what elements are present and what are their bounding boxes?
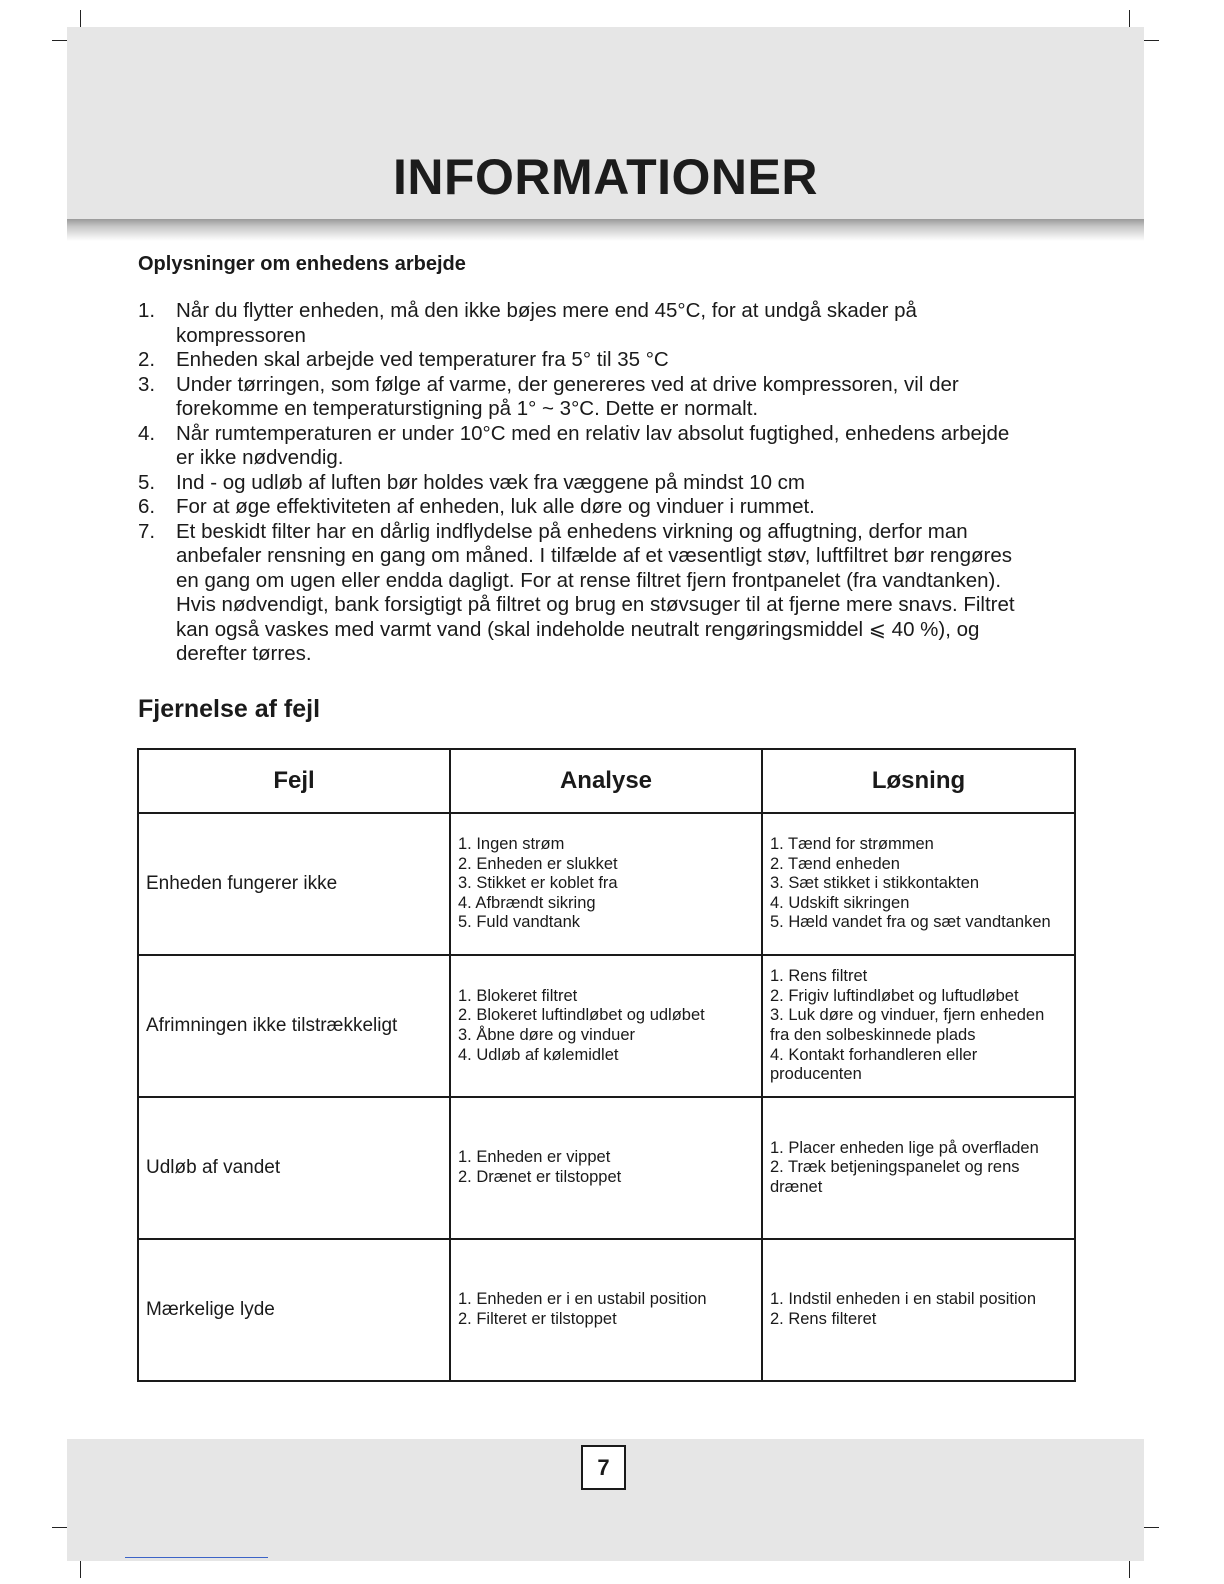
- analysis-line: 2. Filteret er tilstoppet: [458, 1310, 617, 1328]
- list-item-line: Når du flytter enheden, må den ikke bøjes mere end 45°C, for at undgå skader på: [176, 299, 917, 322]
- list-item-line: Enheden skal arbejde ved temperaturer fra 5° til 35 °C: [176, 348, 669, 371]
- analysis-line: 2. Drænet er tilstoppet: [458, 1168, 622, 1186]
- analysis-line: 5. Fuld vandtank: [458, 913, 580, 932]
- solution-line: 5. Hæld vandet fra og sæt vandtanken: [770, 913, 1051, 932]
- solution-line: 3. Luk døre og vinduer, fjern enheden: [770, 1006, 1045, 1025]
- list-item-number: 5.: [138, 470, 156, 494]
- crop-mark-bottom-right-v: [1129, 1561, 1130, 1578]
- solution-line: 4. Udskift sikringen: [770, 893, 910, 912]
- list-item-number: 3.: [138, 372, 156, 396]
- solution-line: fra den solbeskinnede plads: [770, 1026, 976, 1044]
- solution-cell: [762, 955, 1075, 1097]
- crop-mark-bottom-right-h: [1143, 1527, 1159, 1528]
- list-item-line: Hvis nødvendigt, bank forsigtigt på filtret og brug en støvsuger til at fjerne mere snavs. Filtret: [176, 593, 1015, 616]
- list-item: [138, 471, 1078, 496]
- list-item-number: 6.: [138, 495, 156, 518]
- analysis-cell: [450, 813, 762, 955]
- table-row: [138, 813, 1075, 955]
- solution-line: 2. Frigiv luftindløbet og luftudløbet: [770, 986, 1019, 1005]
- table-row: [138, 1239, 1075, 1381]
- column-header-fault: Fejl: [138, 749, 450, 813]
- table-row: [138, 1097, 1075, 1239]
- analysis-line: 4. Udløb af kølemidlet: [458, 1045, 619, 1064]
- solution-line: 1. Indstil enheden i en stabil position: [770, 1290, 1037, 1309]
- solution-line: 1. Rens filtret: [770, 967, 868, 986]
- analysis-line: 2. Enheden er slukket: [458, 854, 618, 873]
- solution-cell: [762, 813, 1075, 955]
- solution-line: drænet: [770, 1177, 823, 1196]
- solution-cell: [762, 1239, 1075, 1381]
- column-header-analysis: Analyse: [450, 749, 762, 813]
- solution-line: 3. Sæt stikket i stikkontakten: [770, 874, 980, 893]
- info-list: [138, 299, 1078, 667]
- fault-cell: Afrimningen ikke tilstrækkeligt: [138, 955, 450, 1097]
- fault-cell: Enheden fungerer ikke: [138, 813, 450, 955]
- solution-line: 2. Tænd enheden: [770, 854, 900, 873]
- list-item-line: Et beskidt filter har en dårlig indflydelse på enhedens virkning og affugtning, derfor man: [176, 519, 968, 543]
- analysis-cell: [450, 1097, 762, 1239]
- page-title: INFORMATIONER: [393, 149, 818, 205]
- page-number: 7: [581, 1445, 626, 1490]
- list-item-line: forekomme en temperaturstigning på 1° ~ 3°C. Dette er normalt.: [176, 397, 759, 420]
- list-item-line: For at øge effektiviteten af enheden, luk alle døre og vinduer i rummet.: [176, 495, 815, 518]
- list-item-number: 4.: [138, 421, 156, 445]
- analysis-line: 2. Blokeret luftindløbet og udløbet: [458, 1006, 705, 1025]
- table-row: [138, 955, 1075, 1097]
- section-heading-troubleshooting: Fjernelse af fejl: [138, 695, 321, 723]
- analysis-line: 1. Enheden er i en ustabil position: [458, 1290, 707, 1309]
- list-item: [138, 348, 1078, 373]
- column-header-solution: Løsning: [762, 749, 1075, 813]
- list-item: [138, 520, 1078, 667]
- analysis-line: 1. Blokeret filtret: [458, 986, 578, 1005]
- list-item: [138, 422, 1078, 471]
- fault-cell: Mærkelige lyde: [138, 1239, 450, 1381]
- analysis-cell: [450, 955, 762, 1097]
- list-item-line: Under tørringen, som følge af varme, der genereres ved at drive kompressoren, vil der: [176, 372, 959, 396]
- solution-line: 2. Træk betjeningspanelet og rens: [770, 1158, 1020, 1177]
- list-item-line: anbefaler rensning en gang om måned. I tilfælde af et væsentligt støv, luftfiltret bør rengøres: [176, 544, 1012, 567]
- fault-cell: Udløb af vandet: [138, 1097, 450, 1239]
- table-body: [138, 813, 1075, 1381]
- section-heading-operation: Oplysninger om enhedens arbejde: [138, 253, 466, 275]
- list-item-number: 2.: [138, 348, 156, 371]
- solution-line: 1. Placer enheden lige på overfladen: [770, 1138, 1039, 1157]
- list-item-line: derefter tørres.: [176, 642, 312, 665]
- list-item: [138, 495, 1078, 520]
- list-item-line: en gang om ugen eller endda dagligt. For at rense filtret fjern frontpanelet (fra vandtanken).: [176, 568, 1002, 592]
- crop-mark-top-right-v: [1129, 10, 1130, 27]
- crop-mark-top-right-h: [1143, 40, 1159, 41]
- bottom-rule: [125, 1557, 268, 1558]
- analysis-cell: [450, 1239, 762, 1381]
- header-shadow: [67, 219, 1144, 241]
- solution-line: 2. Rens filteret: [770, 1310, 877, 1328]
- solution-cell: [762, 1097, 1075, 1239]
- list-item-line: Når rumtemperaturen er under 10°C med en relativ lav absolut fugtighed, enhedens arbejde: [176, 421, 1010, 445]
- list-item-line: kompressoren: [176, 323, 306, 347]
- solution-line: 4. Kontakt forhandleren eller: [770, 1045, 978, 1064]
- list-item-number: 1.: [138, 299, 156, 322]
- crop-mark-top-left-v: [80, 10, 81, 27]
- crop-mark-top-left-h: [52, 40, 68, 41]
- analysis-line: 1. Ingen strøm: [458, 835, 565, 854]
- analysis-line: 3. Stikket er koblet fra: [458, 874, 618, 893]
- table-header-row: [138, 749, 1075, 813]
- list-item: [138, 299, 1078, 348]
- list-item-line: er ikke nødvendig.: [176, 446, 344, 469]
- list-item: [138, 373, 1078, 422]
- crop-mark-bottom-left-v: [80, 1561, 81, 1578]
- analysis-line: 3. Åbne døre og vinduer: [458, 1026, 636, 1044]
- list-item-line: kan også vaskes med varmt vand (skal indeholde neutralt rengøringsmiddel ⩽ 40 %), og: [176, 617, 980, 641]
- solution-line: producenten: [770, 1065, 862, 1084]
- list-item-number: 7.: [138, 519, 156, 543]
- solution-line: 1. Tænd for strømmen: [770, 835, 934, 854]
- analysis-line: 4. Afbrændt sikring: [458, 893, 596, 912]
- analysis-line: 1. Enheden er vippet: [458, 1148, 611, 1167]
- list-item-line: Ind - og udløb af luften bør holdes væk fra væggene på mindst 10 cm: [176, 470, 805, 494]
- troubleshooting-table: [137, 748, 1076, 1382]
- crop-mark-bottom-left-h: [52, 1527, 68, 1528]
